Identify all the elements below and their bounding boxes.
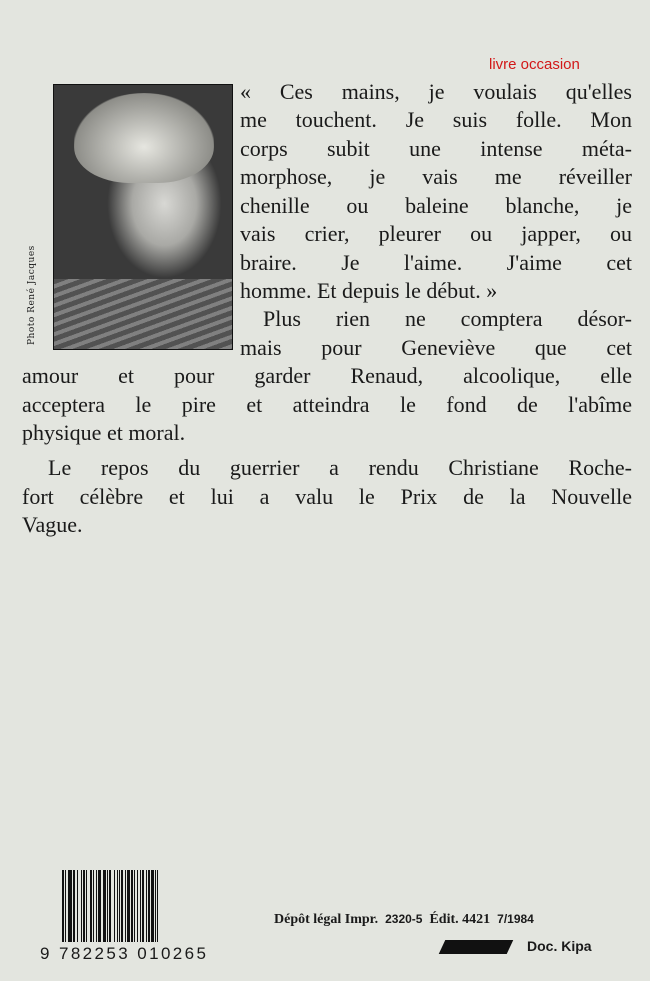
blurb-line: acceptera le pire et atteindra le fond de l'abîme — [22, 392, 632, 417]
blurb-line: Plus rien ne comptera désor- — [263, 306, 632, 331]
blurb-line: corps subit une intense méta- — [240, 136, 632, 161]
depot-label: Dépôt légal Impr. — [274, 912, 379, 927]
blurb-line: morphose, je vais me réveiller — [240, 164, 632, 189]
barcode-number: 9 782253 010265 — [40, 944, 209, 963]
blurb-line: amour et pour garder Renaud, alcoolique, elle — [22, 363, 632, 388]
photo-credit: Photo René Jacques — [27, 245, 37, 345]
barcode — [62, 870, 242, 942]
date: 7/1984 — [497, 912, 534, 926]
blurb-line: braire. Je l'aime. J'aime cet — [240, 250, 632, 275]
blurb-line: mais pour Geneviève que cet — [240, 335, 632, 360]
author-photo — [53, 84, 233, 350]
blurb-line: chenille ou baleine blanche, je — [240, 193, 632, 218]
blurb-line: me touchent. Je suis folle. Mon — [240, 107, 632, 132]
blurb-line: « Ces mains, je voulais qu'elles — [240, 79, 632, 104]
blurb-line: homme. Et depuis le début. » — [240, 278, 498, 303]
blurb-line: vais crier, pleurer ou japper, ou — [240, 221, 632, 246]
publisher-logo — [439, 940, 514, 954]
doc-credit: Doc. Kipa — [527, 938, 592, 954]
watermark: livre occasion — [489, 56, 580, 73]
blurb-line: Vague. — [22, 512, 83, 537]
blurb-line: physique et moral. — [22, 420, 186, 445]
barcode-bar — [158, 870, 160, 942]
impr-number: 2320-5 — [385, 912, 423, 926]
blurb-line: Le repos du guerrier a rendu Christiane Roche- — [48, 455, 632, 480]
edit-number: Édit. 4421 — [429, 912, 491, 927]
blurb-line: fort célèbre et lui a valu le Prix de la Nouvelle — [22, 484, 632, 509]
legal-deposit — [274, 912, 534, 928]
